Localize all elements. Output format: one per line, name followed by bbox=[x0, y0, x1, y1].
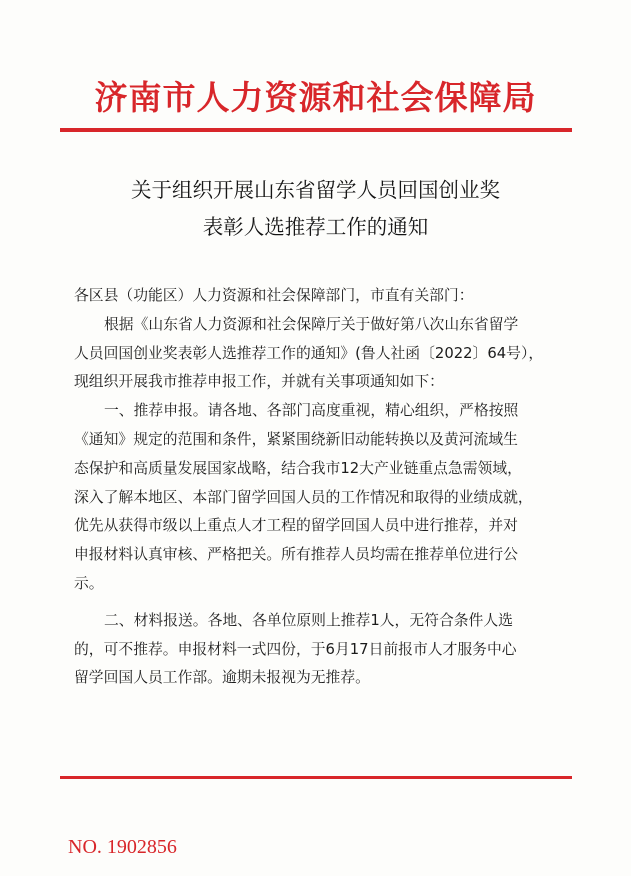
section1-line-6: 申报材料认真审核、严格把关。所有推荐人员均需在推荐单位进行公 bbox=[74, 546, 518, 564]
footer-red-rule bbox=[60, 776, 572, 779]
intro-line-1: 根据《山东省人力资源和社会保障厅关于做好第八次山东省留学 bbox=[104, 315, 519, 333]
section2-line-1: 二、材料报送。各地、各单位原则上推荐1人，无符合条件人选 bbox=[104, 611, 513, 629]
section2-line-2: 的，可不推荐。申报材料一式四份，于6月17日前报市人才服务中心 bbox=[74, 640, 517, 658]
title-line-2: 表彰人选推荐工作的通知 bbox=[202, 215, 429, 239]
title-line-1: 关于组织开展山东省留学人员回国创业奖 bbox=[131, 178, 500, 202]
section1-line-1: 一、推荐申报。请各地、各部门高度重视，精心组织，严格按照 bbox=[104, 402, 519, 420]
serial-number: NO. 1902856 bbox=[68, 836, 177, 858]
section2-line-3: 留学回国人员工作部。逾期未报视为无推荐。 bbox=[74, 669, 370, 687]
intro-line-2: 人员回国创业奖表彰人选推荐工作的通知》(鲁人社函〔2022〕64号）， bbox=[74, 344, 544, 362]
section1-line-2: 《通知》规定的范围和条件，紧紧围绕新旧动能转换以及黄河流域生 bbox=[74, 430, 518, 448]
section1-line-3: 态保护和高质量发展国家战略，结合我市12大产业链重点急需领域， bbox=[74, 459, 522, 477]
section1-line-7: 示。 bbox=[74, 574, 104, 592]
section1-line-5: 优先从获得市级以上重点人才工程的留学回国人员中进行推荐，并对 bbox=[74, 517, 518, 535]
paragraph-gap bbox=[74, 599, 558, 607]
section1-line-4: 深入了解本地区、本部门留学回国人员的工作情况和取得的业绩成就， bbox=[74, 488, 533, 506]
letterhead-red-rule bbox=[60, 128, 572, 132]
letterhead-org-name: 济南市人力资源和社会保障局 bbox=[94, 78, 537, 117]
document-title bbox=[0, 172, 631, 246]
salutation: 各区县（功能区）人力资源和社会保障部门，市直有关部门： bbox=[74, 287, 474, 304]
intro-line-3: 现组织开展我市推荐申报工作，并就有关事项通知如下： bbox=[74, 373, 444, 391]
document-body bbox=[74, 282, 558, 693]
